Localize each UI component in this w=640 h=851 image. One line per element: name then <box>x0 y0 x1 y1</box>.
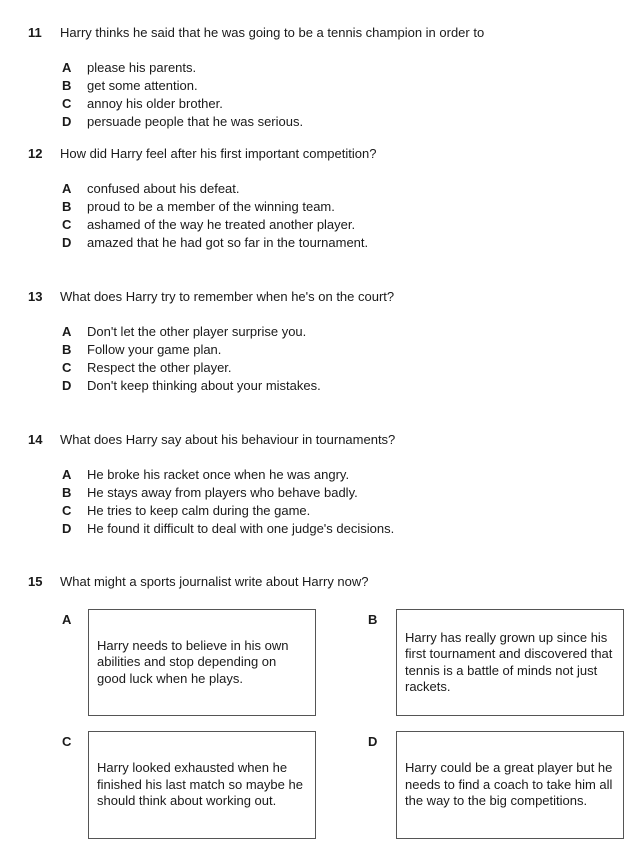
question-number: 11 <box>28 25 42 40</box>
option-11-a <box>0 60 640 77</box>
box-letter-b: B <box>368 612 378 627</box>
option-letter: A <box>62 181 72 196</box>
question-number: 14 <box>28 432 43 447</box>
option-letter: A <box>62 60 72 75</box>
box-letter-a: A <box>62 612 72 627</box>
option-text: Don't let the other player surprise you. <box>87 324 307 339</box>
question-number: 15 <box>28 574 43 589</box>
answer-box-c <box>88 731 316 839</box>
option-text: He tries to keep calm during the game. <box>87 503 311 518</box>
answer-box-d <box>396 731 624 839</box>
question-text: Harry thinks he said that he was going to be a tennis champion in order to <box>60 25 485 40</box>
option-14-b <box>0 485 640 502</box>
box-text: Harry has really grown up since his first tournament and discovered that tennis is a battle of minds not just rackets. <box>405 629 613 694</box>
option-13-a <box>0 324 640 341</box>
option-13-d <box>0 378 640 395</box>
option-letter: B <box>62 485 72 500</box>
answer-box-b <box>396 609 624 716</box>
question-text: What does Harry say about his behaviour in tournaments? <box>60 432 396 447</box>
option-11-c <box>0 96 640 113</box>
option-text: ashamed of the way he treated another player. <box>87 217 356 232</box>
option-text: He found it difficult to deal with one judge's decisions. <box>87 521 395 536</box>
option-text: get some attention. <box>87 78 198 93</box>
option-text: proud to be a member of the winning team. <box>87 199 335 214</box>
option-13-c <box>0 360 640 377</box>
question-number: 13 <box>28 289 43 304</box>
option-text: amazed that he had got so far in the tournament. <box>87 235 369 250</box>
option-text: He broke his racket once when he was angry. <box>87 467 350 482</box>
question-text: What might a sports journalist write about Harry now? <box>60 574 369 589</box>
option-13-b <box>0 342 640 359</box>
option-text: He stays away from players who behave badly. <box>87 485 358 500</box>
option-12-a <box>0 181 640 198</box>
option-letter: D <box>62 235 72 250</box>
option-text: persuade people that he was serious. <box>87 114 304 129</box>
option-letter: A <box>62 324 72 339</box>
option-12-b <box>0 199 640 216</box>
answer-box-a <box>88 609 316 716</box>
question-text: What does Harry try to remember when he's on the court? <box>60 289 395 304</box>
box-text: Harry needs to believe in his own abilities and stop depending on good luck when he plays. <box>97 637 289 686</box>
option-letter: C <box>62 217 72 232</box>
option-12-d <box>0 235 640 252</box>
option-12-c <box>0 217 640 234</box>
option-letter: D <box>62 114 72 129</box>
option-letter: C <box>62 503 72 518</box>
option-letter: D <box>62 378 72 393</box>
option-letter: A <box>62 467 72 482</box>
option-14-d <box>0 521 640 538</box>
box-letter-c: C <box>62 734 72 749</box>
option-letter: D <box>62 521 72 536</box>
option-text: Don't keep thinking about your mistakes. <box>87 378 321 393</box>
option-letter: B <box>62 342 72 357</box>
option-letter: B <box>62 78 72 93</box>
option-text: please his parents. <box>87 60 197 75</box>
option-text: Follow your game plan. <box>87 342 222 357</box>
box-letter-d: D <box>368 734 378 749</box>
box-text: Harry could be a great player but he needs to find a coach to take him all the way to the big competitions. <box>405 760 613 809</box>
option-letter: B <box>62 199 72 214</box>
question-number: 12 <box>28 146 43 161</box>
option-14-c <box>0 503 640 520</box>
option-text: Respect the other player. <box>87 360 232 375</box>
option-letter: C <box>62 96 72 111</box>
question-text: How did Harry feel after his first important competition? <box>60 146 377 161</box>
option-11-d <box>0 114 640 131</box>
box-text: Harry looked exhausted when he finished his last match so maybe he should think about working out. <box>97 760 303 809</box>
option-14-a <box>0 467 640 484</box>
option-letter: C <box>62 360 72 375</box>
option-11-b <box>0 78 640 95</box>
option-text: confused about his defeat. <box>87 181 240 196</box>
option-text: annoy his older brother. <box>87 96 223 111</box>
